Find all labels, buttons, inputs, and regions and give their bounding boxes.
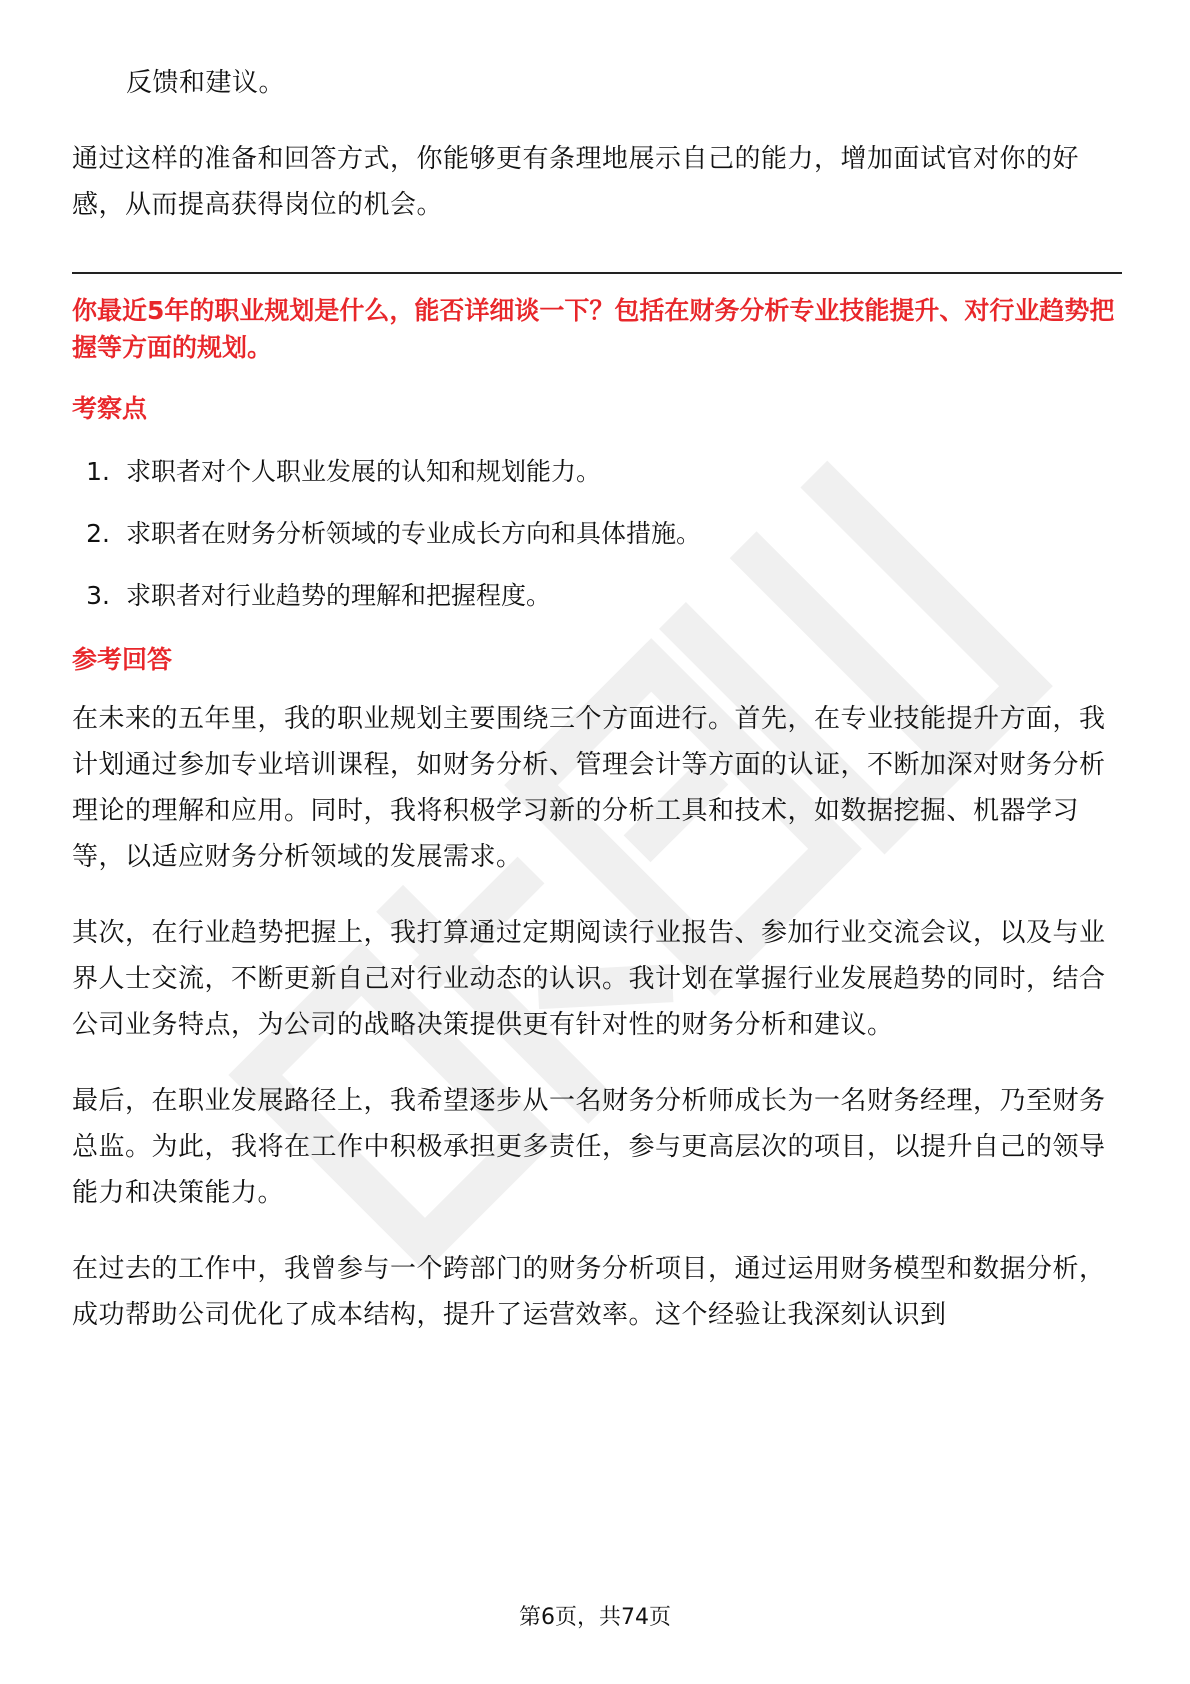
answer-paragraph-3: 最后，在职业发展路径上，我希望逐步从一名财务分析师成长为一名财务经理，乃至财务总监。为此，我将在工作中积极承担更多责任，参与更高层次的项目，以提升自己的领导能力和决策能力。 [72,1086,1106,1208]
reference-heading: 参考回答 [72,645,173,674]
list-item [72,441,1122,503]
assessment-heading: 考察点 [72,394,148,423]
summary-paragraph: 通过这样的准备和回答方式，你能够更有条理地展示自己的能力，增加面试官对你的好感，从而提高获得岗位的机会。 [72,144,1080,220]
document-content [72,60,1122,1338]
list-item-number: 1. [86,457,110,486]
list-item [72,565,1122,627]
question-heading: 你最近5年的职业规划是什么，能否详细谈一下？包括在财务分析专业技能提升、对行业趋势把握等方面的规划。 [72,296,1115,362]
list-item-text: 求职者在财务分析领域的专业成长方向和具体措施。 [126,519,702,548]
assessment-list [72,441,1122,627]
answer-paragraph-1: 在未来的五年里，我的职业规划主要围绕三个方面进行。首先，在专业技能提升方面，我计划通过参加专业培训课程，如财务分析、管理会计等方面的认证，不断加深对财务分析理论的理解和应用。同时，我将积极学习新的分析工具和技术，如数据挖掘、机器学习等，以适应财务分析领域的发展需求。 [72,704,1106,872]
list-item [72,503,1122,565]
list-item-text: 求职者对个人职业发展的认知和规划能力。 [126,457,602,486]
list-item-number: 3. [86,581,110,610]
list-item-text: 求职者对行业趋势的理解和把握程度。 [126,581,552,610]
page-number-footer: 第6页，共74页 [519,1605,671,1630]
list-item-number: 2. [86,519,110,548]
continuation-text: 反馈和建议。 [126,68,286,98]
section-divider [72,272,1122,274]
answer-paragraph-2: 其次，在行业趋势把握上，我打算通过定期阅读行业报告、参加行业交流会议，以及与业界人士交流，不断更新自己对行业动态的认识。我计划在掌握行业发展趋势的同时，结合公司业务特点，为公司的战略决策提供更有针对性的财务分析和建议。 [72,918,1106,1040]
answer-paragraph-4: 在过去的工作中，我曾参与一个跨部门的财务分析项目，通过运用财务模型和数据分析，成功帮助公司优化了成本结构，提升了运营效率。这个经验让我深刻认识到 [72,1254,1106,1330]
